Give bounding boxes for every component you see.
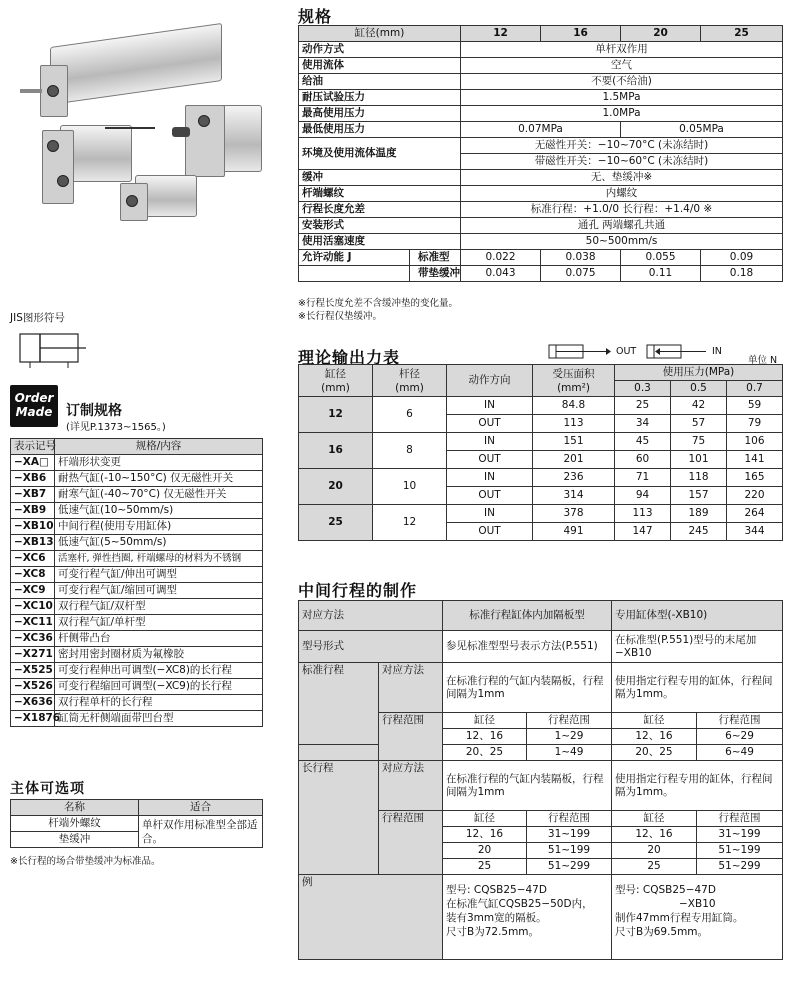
spec-label: 允许动能 J (302, 251, 352, 263)
mid-range-h: 行程范围 (697, 713, 783, 729)
spec-label: 行程长度允差 (299, 202, 461, 218)
force-bore: 16 (299, 433, 373, 469)
mid-ex1 (443, 875, 612, 960)
force-header-dir: 动作方向 (447, 365, 533, 397)
order-title: 订制规格 (66, 403, 122, 419)
order-code: −X525 (11, 663, 55, 679)
kinetic-value: 0.11 (621, 266, 701, 282)
logo-line: Made (15, 405, 53, 419)
options-header-fit: 适合 (139, 800, 263, 816)
options-table (10, 799, 263, 848)
order-desc: 低速气缸(10~50mm/s) (55, 503, 263, 519)
mid-range: 51~299 (527, 859, 612, 875)
order-code: −X1876 (11, 711, 55, 727)
mid-bore-h: 缸径 (443, 713, 527, 729)
pressure-value: 0.7 (727, 381, 783, 397)
spec-value: 带磁性开关：−10~60°C (未冻结时) (461, 154, 783, 170)
mid-model-label: 型号形式 (299, 631, 443, 663)
mid-model-c2: 在标准型(P.551)型号的末尾加−XB10 (612, 631, 783, 663)
spec-value: 空气 (461, 58, 783, 74)
ex-line: 型号: CQSB25−47D (615, 884, 716, 896)
force-dir: IN (447, 397, 533, 415)
order-desc: 活塞杆, 弹性挡圈, 杆端螺母的材料为不锈钢 (55, 551, 263, 567)
kinetic-type: 标准型 (409, 250, 450, 265)
force-value: 245 (671, 523, 727, 541)
force-value: 113 (615, 505, 671, 523)
specs-notes (298, 297, 458, 323)
mid-bore: 20、25 (612, 745, 697, 761)
spec-label: 动作方式 (299, 42, 461, 58)
force-value: 42 (671, 397, 727, 415)
force-unit: 单位 N (748, 355, 778, 366)
kinetic-value: 0.038 (541, 250, 621, 266)
mid-range: 51~299 (697, 859, 783, 875)
force-value: 79 (727, 415, 783, 433)
mid-std-m1: 在标准行程的气缸内装隔板，行程间隔为1mm (443, 663, 612, 713)
force-value: 344 (727, 523, 783, 541)
force-value: 71 (615, 469, 671, 487)
force-value: 147 (615, 523, 671, 541)
ex-line: 尺寸B为72.5mm。 (446, 926, 540, 938)
pressure-value: 0.3 (615, 381, 671, 397)
mid-bore: 20 (443, 843, 527, 859)
mid-bore: 12、16 (612, 827, 697, 843)
kinetic-type: 带垫缓冲 (409, 266, 460, 281)
ex-line: 在标准气缸CQSB25−50D内， (446, 898, 593, 910)
mid-range: 1~49 (527, 745, 612, 761)
force-value: 57 (671, 415, 727, 433)
spec-value: 1.5MPa (461, 90, 783, 106)
kinetic-label-cell (299, 266, 461, 282)
mid-bore: 25 (612, 859, 697, 875)
spec-label: 最高使用压力 (299, 106, 461, 122)
kinetic-value: 0.022 (461, 250, 541, 266)
mid-h-col1: 标准行程缸体内加隔板型 (443, 601, 612, 631)
mid-range: 1~29 (527, 729, 612, 745)
order-code: −XC8 (11, 567, 55, 583)
mid-range-h: 行程范围 (527, 811, 612, 827)
order-code: −XB6 (11, 471, 55, 487)
force-area: 151 (533, 433, 615, 451)
mid-bore: 12、16 (612, 729, 697, 745)
force-area: 201 (533, 451, 615, 469)
kinetic-value: 0.09 (701, 250, 783, 266)
force-bore: 25 (299, 505, 373, 541)
force-rod: 10 (373, 469, 447, 505)
force-area: 314 (533, 487, 615, 505)
force-rod: 6 (373, 397, 447, 433)
options-header-name: 名称 (11, 800, 139, 816)
spec-note: ※行程长度允差不含缓冲垫的变化量。 (298, 298, 458, 309)
order-code: −X636 (11, 695, 55, 711)
ex-line: 尺寸B为69.5mm。 (615, 926, 709, 938)
mid-h-col2: 专用缸体型(-XB10) (612, 601, 783, 631)
force-bore: 12 (299, 397, 373, 433)
force-dir: IN (447, 469, 533, 487)
order-code: −XB10 (11, 519, 55, 535)
spec-label: 给油 (299, 74, 461, 90)
specs-header-16: 16 (541, 26, 621, 42)
order-header-code: 表示记号 (11, 439, 55, 455)
kinetic-label-cell (299, 250, 461, 266)
force-header-text: 受压面积 (mm²) (552, 367, 595, 394)
mid-bore-h: 缸径 (612, 713, 697, 729)
order-desc: 双行程气缸/双杆型 (55, 599, 263, 615)
mid-sub-method: 对应方法 (379, 663, 443, 713)
force-value: 75 (671, 433, 727, 451)
mid-bore: 20 (612, 843, 697, 859)
force-area: 491 (533, 523, 615, 541)
order-code: −XB7 (11, 487, 55, 503)
force-dir: IN (447, 505, 533, 523)
order-desc: 可变行程缩回可调型(−XC9)的长行程 (55, 679, 263, 695)
spec-label: 杆端螺纹 (299, 186, 461, 202)
mid-sub-range: 行程范围 (379, 713, 443, 761)
mid-sub-method: 对应方法 (379, 761, 443, 811)
spec-value: 1.0MPa (461, 106, 783, 122)
mid-range: 31~199 (527, 827, 612, 843)
order-desc: 耐寒气缸(-40~70°C) 仅无磁性开关 (55, 487, 263, 503)
ex-line: 制作47mm行程专用缸筒。 (615, 912, 744, 924)
spec-value: 标准行程：+1.0/0 长行程：+1.4/0 ※ (461, 202, 783, 218)
in-arrow-icon (646, 344, 710, 360)
spec-value: 通孔 两端螺孔共通 (461, 218, 783, 234)
order-code: −XC9 (11, 583, 55, 599)
force-value: 94 (615, 487, 671, 505)
mid-bore: 25 (443, 859, 527, 875)
option-fit: 单杆双作用标准型全部适合。 (139, 816, 263, 848)
out-arrow-icon (548, 344, 612, 360)
force-value: 45 (615, 433, 671, 451)
order-desc: 双行程单杆的长行程 (55, 695, 263, 711)
force-header-bore (299, 365, 373, 397)
spec-label: 耐压试验压力 (299, 90, 461, 106)
mid-std-m2: 使用指定行程专用的缸体，行程间隔为1mm。 (612, 663, 783, 713)
order-desc: 可变行程气缸/缩回可调型 (55, 583, 263, 599)
kinetic-value: 0.075 (541, 266, 621, 282)
option-item: 垫缓冲 (11, 832, 139, 848)
order-desc: 密封用密封圈材质为氟橡胶 (55, 647, 263, 663)
mid-bore: 12、16 (443, 729, 527, 745)
spec-label: 使用活塞速度 (299, 234, 461, 250)
spec-value: 0.05MPa (621, 122, 783, 138)
kinetic-value: 0.043 (461, 266, 541, 282)
mid-bore-h: 缸径 (612, 811, 697, 827)
order-desc: 耐热气缸(-10~150°C) 仅无磁性开关 (55, 471, 263, 487)
spec-value: 内螺纹 (461, 186, 783, 202)
force-header-text: 杆径 (mm) (395, 367, 424, 394)
force-bore: 20 (299, 469, 373, 505)
mid-long-m1: 在标准行程的气缸内装隔板，行程间隔为1mm (443, 761, 612, 811)
spec-note: ※长行程仅垫缓冲。 (298, 311, 382, 322)
force-header-text: 缸径 (mm) (321, 367, 350, 394)
force-value: 59 (727, 397, 783, 415)
option-item: 杆端外螺纹 (11, 816, 139, 832)
jis-symbol-icon (10, 328, 90, 370)
order-desc: 双行程气缸/单杆型 (55, 615, 263, 631)
force-area: 236 (533, 469, 615, 487)
force-header-pressure: 使用压力(MPa) (615, 365, 783, 381)
force-area: 84.8 (533, 397, 615, 415)
mid-std-label: 标准行程 (299, 663, 379, 745)
force-value: 157 (671, 487, 727, 505)
specs-title: 规格 (298, 7, 333, 26)
ex-line: 装有3mm宽的隔板。 (446, 912, 547, 924)
force-area: 378 (533, 505, 615, 523)
force-value: 60 (615, 451, 671, 469)
spec-label: 安装形式 (299, 218, 461, 234)
force-dir: IN (447, 433, 533, 451)
order-desc: 中间行程(使用专用缸体) (55, 519, 263, 535)
mid-h-method: 对应方法 (299, 601, 443, 631)
force-value: 220 (727, 487, 783, 505)
spec-value: 无、垫缓冲※ (461, 170, 783, 186)
force-table (298, 364, 783, 541)
spec-value: 50~500mm/s (461, 234, 783, 250)
order-code: −XC10 (11, 599, 55, 615)
force-header-area (533, 365, 615, 397)
spec-value: 无磁性开关：−10~70°C (未冻结时) (461, 138, 783, 154)
spec-value: 单杆双作用 (461, 42, 783, 58)
mid-range: 6~29 (697, 729, 783, 745)
force-dir: OUT (447, 451, 533, 469)
force-value: 189 (671, 505, 727, 523)
force-rod: 12 (373, 505, 447, 541)
force-header-rod (373, 365, 447, 397)
options-title: 主体可选项 (10, 781, 85, 797)
order-code: −XC36 (11, 631, 55, 647)
spec-label: 使用流体 (299, 58, 461, 74)
force-value: 101 (671, 451, 727, 469)
force-value: 118 (671, 469, 727, 487)
spec-label: 最低使用压力 (299, 122, 461, 138)
force-rod: 8 (373, 433, 447, 469)
mid-bore: 20、25 (443, 745, 527, 761)
order-code: −XA□ (11, 455, 55, 471)
kinetic-value: 0.055 (621, 250, 701, 266)
force-title: 理论输出力表 (298, 348, 401, 367)
kinetic-value: 0.18 (701, 266, 783, 282)
order-header-desc: 规格/内容 (55, 439, 263, 455)
order-subtitle: (详见P.1373~1565。) (66, 422, 166, 433)
mid-long-label: 长行程 (299, 761, 379, 875)
force-value: 165 (727, 469, 783, 487)
order-made-logo (10, 385, 58, 427)
specs-header-25: 25 (701, 26, 783, 42)
mid-table (298, 600, 783, 960)
mid-range: 31~199 (697, 827, 783, 843)
mid-range: 6~49 (697, 745, 783, 761)
force-area: 113 (533, 415, 615, 433)
mid-spacer (299, 745, 379, 761)
force-value: 34 (615, 415, 671, 433)
options-note: ※长行程的场合带垫缓冲为标准品。 (10, 856, 161, 867)
force-value: 264 (727, 505, 783, 523)
specs-header-20: 20 (621, 26, 701, 42)
mid-range: 51~199 (697, 843, 783, 859)
mid-title: 中间行程的制作 (298, 581, 418, 600)
force-value: 106 (727, 433, 783, 451)
mid-ex2 (612, 875, 783, 960)
force-value: 141 (727, 451, 783, 469)
order-code: −XB13 (11, 535, 55, 551)
specs-header-bore: 缸径(mm) (299, 26, 461, 42)
order-code: −X271 (11, 647, 55, 663)
order-code: −XC6 (11, 551, 55, 567)
order-code: −X526 (11, 679, 55, 695)
order-table (10, 438, 263, 727)
out-label: OUT (616, 346, 637, 357)
pressure-value: 0.5 (671, 381, 727, 397)
ex-line: −XB10 (679, 898, 716, 910)
order-desc: 可变行程伸出可调型(−XC8)的长行程 (55, 663, 263, 679)
mid-range-h: 行程范围 (697, 811, 783, 827)
mid-range: 51~199 (527, 843, 612, 859)
mid-bore-h: 缸径 (443, 811, 527, 827)
mid-bore: 12、16 (443, 827, 527, 843)
mid-range-h: 行程范围 (527, 713, 612, 729)
force-dir: OUT (447, 415, 533, 433)
order-code: −XC11 (11, 615, 55, 631)
mid-long-m2: 使用指定行程专用的缸体，行程间隔为1mm。 (612, 761, 783, 811)
ex-line: 型号: CQSB25−47D (446, 884, 547, 896)
order-code: −XB9 (11, 503, 55, 519)
spec-value: 0.07MPa (461, 122, 621, 138)
order-desc: 杆侧带凸台 (55, 631, 263, 647)
force-dir: OUT (447, 487, 533, 505)
order-desc: 缸筒无杆侧端面带凹台型 (55, 711, 263, 727)
product-photo (20, 5, 290, 220)
specs-header-12: 12 (461, 26, 541, 42)
spec-value: 不要(不给油) (461, 74, 783, 90)
spec-label: 缓冲 (299, 170, 461, 186)
force-dir: OUT (447, 523, 533, 541)
spec-label: 环境及使用流体温度 (299, 138, 461, 170)
order-desc: 低速气缸(5~50mm/s) (55, 535, 263, 551)
order-desc: 可变行程气缸/伸出可调型 (55, 567, 263, 583)
order-desc: 杆端形状变更 (55, 455, 263, 471)
force-value: 25 (615, 397, 671, 415)
mid-ex-label: 例 (299, 875, 443, 960)
mid-sub-range: 行程范围 (379, 811, 443, 875)
logo-line: Order (14, 391, 54, 405)
mid-model-c1: 参见标准型型号表示方法(P.551) (443, 631, 612, 663)
jis-label: JIS图形符号 (10, 312, 65, 324)
in-label: IN (712, 346, 722, 357)
specs-table (298, 25, 783, 282)
